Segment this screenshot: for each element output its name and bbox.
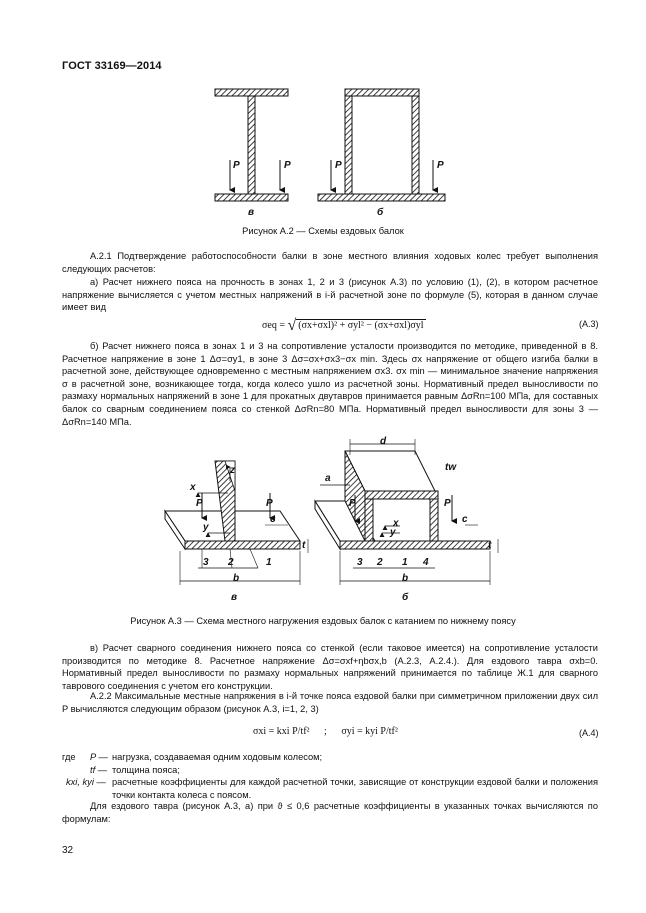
formula-lhs: σeq = — [262, 320, 285, 331]
zone-3-label: 3 — [203, 557, 209, 568]
axis-x-label: x — [190, 482, 196, 493]
load-label: P — [349, 498, 356, 509]
document-header: ГОСТ 33169—2014 — [62, 60, 162, 72]
subfig-label-b: б — [377, 207, 384, 218]
formula-body: (σx+σxl)² + σyl² − (σx+σxl)σyl — [298, 320, 424, 331]
formula-left: σxi = kxi P/tf² — [253, 726, 310, 737]
figure-caption: Рисунок А.2 — Схемы ездовых балок — [242, 226, 404, 236]
axis-y-label: y — [390, 527, 396, 538]
box-girder-diagram — [318, 89, 445, 201]
formula-number: (А.3) — [579, 319, 599, 329]
formula-a4 — [253, 726, 398, 737]
dim-c-label: c — [462, 514, 468, 525]
def-symbol: P — — [90, 752, 108, 762]
formula-a3 — [262, 317, 426, 335]
formula-right: σyi = kyi P/tf² — [341, 726, 398, 737]
axis-x-label: x — [393, 518, 399, 529]
tee-beam-3d-diagram — [165, 461, 308, 585]
sqrt-icon: √ — [287, 317, 297, 334]
dim-t-label: t — [302, 540, 306, 551]
load-label: P — [266, 498, 273, 509]
figure-a3 — [160, 433, 500, 603]
dim-a-label: a — [325, 473, 331, 484]
dim-c-label: c — [270, 514, 276, 525]
zone-1-label: 1 — [402, 557, 408, 568]
paragraph-a22: А.2.2 Максимальные местные напряжения в i-й точке пояса ездовой балки при симметричном приложении двух сил P вычисляются следующим образом (рисунок А.3, i=1, 2, 3) — [62, 691, 598, 714]
zone-2-label: 2 — [228, 557, 234, 568]
def-text: толщина пояса; — [112, 765, 180, 775]
zone-3-label: 3 — [357, 557, 363, 568]
subfig-label-b: б — [402, 592, 409, 603]
def-text: расчетные коэффициенты для каждой расчетной точки, зависящие от конструкции ездовой балки и положения точки контакта колеса с поясом. — [112, 777, 598, 800]
dim-b-label: b — [233, 573, 240, 584]
i-beam-diagram — [215, 89, 288, 201]
def-symbol: kxi, kyi — — [66, 777, 106, 787]
paragraph-last: Для ездового тавра (рисунок А.3, а) при ϑ ≤ 0,6 расчетные коэффициенты в указанных точках вычисляются по формулам: — [62, 801, 598, 824]
defs-where: где — [62, 752, 76, 762]
figure-caption: Рисунок А.3 — Схема местного нагружения ездовых балок с катанием по нижнему поясу — [130, 616, 516, 626]
zone-2-label: 2 — [377, 557, 383, 568]
zone-1-label: 1 — [266, 557, 272, 568]
axis-y-label: y — [203, 522, 209, 533]
paragraph-a: а) Расчет нижнего пояса на прочность в зонах 1, 2 и 3 (рисунок А.3) по условию (1), (2), в котором расчетное напряжение вычисляется с учетом местных напряжений в i-й расчетной зоне по формуле (5), которая в данном случае имеет вид — [62, 277, 598, 313]
paragraph-a21: А.2.1 Подтверждение работоспособности балки в зоне местного влияния ходовых колес требует выполнения следующих расчетов: — [62, 251, 598, 274]
dim-d-label: d — [380, 436, 387, 447]
formula-separator: ; — [324, 726, 327, 737]
load-label: P — [437, 160, 444, 171]
load-label: P — [233, 160, 240, 171]
paragraph-b: б) Расчет нижнего пояса в зонах 1 и 3 на сопротивление усталости производится по методике, приведенной в 8. Расчетное напряжение в зоне 1 Δσ=σy1, в зоне 3 Δσ=σx+σx3−σx min. Здесь σx напряжение от общего изгиба балки в расчетной зоне, действующее одновременно с местным напряжением σx3. σx min — минимальное значение напряжения σ в расчетной зоне, возникающее тогда, когда колесо ушло из расчетной зоны. Нормативный предел выносливости по размаху нормальных напряжений в зоне 1 для прокатных двутавров принимается равным ΔσRn=100 МПа, для составных балок со сварным соединением пояса со стенкой ΔσRn=80 МПа. Нормативный предел выносливости для зоны 3 — ΔσRn=140 МПа. — [62, 341, 598, 427]
paragraph-v: в) Расчет сварного соединения нижнего пояса со стенкой (если таковое имеется) на сопротивление усталости производится по методике 8. Расчетное напряжение Δσ=σxf+ηbσx,b (А.2.3, А.2.4.). Для ездового тавра σxb=0. Нормативный предел выносливости по размаху нормальных напряжений принимается по таблице Ж.1 для сварного таврового соединения с учетом его конструкции. — [62, 643, 598, 691]
subfig-label-a: в — [248, 207, 255, 218]
load-label: P — [196, 498, 203, 509]
load-label: P — [284, 160, 291, 171]
subfig-label-a: в — [231, 592, 238, 603]
page-number: 32 — [62, 845, 74, 856]
zone-4-label: 4 — [423, 557, 429, 568]
def-text: нагрузка, создаваемая одним ходовым колесом; — [112, 752, 323, 762]
formula-number: (А.4) — [579, 728, 599, 738]
load-label: P — [444, 498, 451, 509]
def-symbol: tf — — [90, 765, 108, 775]
axis-z-label: z — [230, 465, 235, 476]
dim-t-label: t — [488, 540, 492, 551]
dim-b-label: b — [402, 573, 409, 584]
figure-a2 — [200, 82, 460, 222]
dim-tw-label: tw — [445, 462, 457, 473]
load-label: P — [335, 160, 342, 171]
